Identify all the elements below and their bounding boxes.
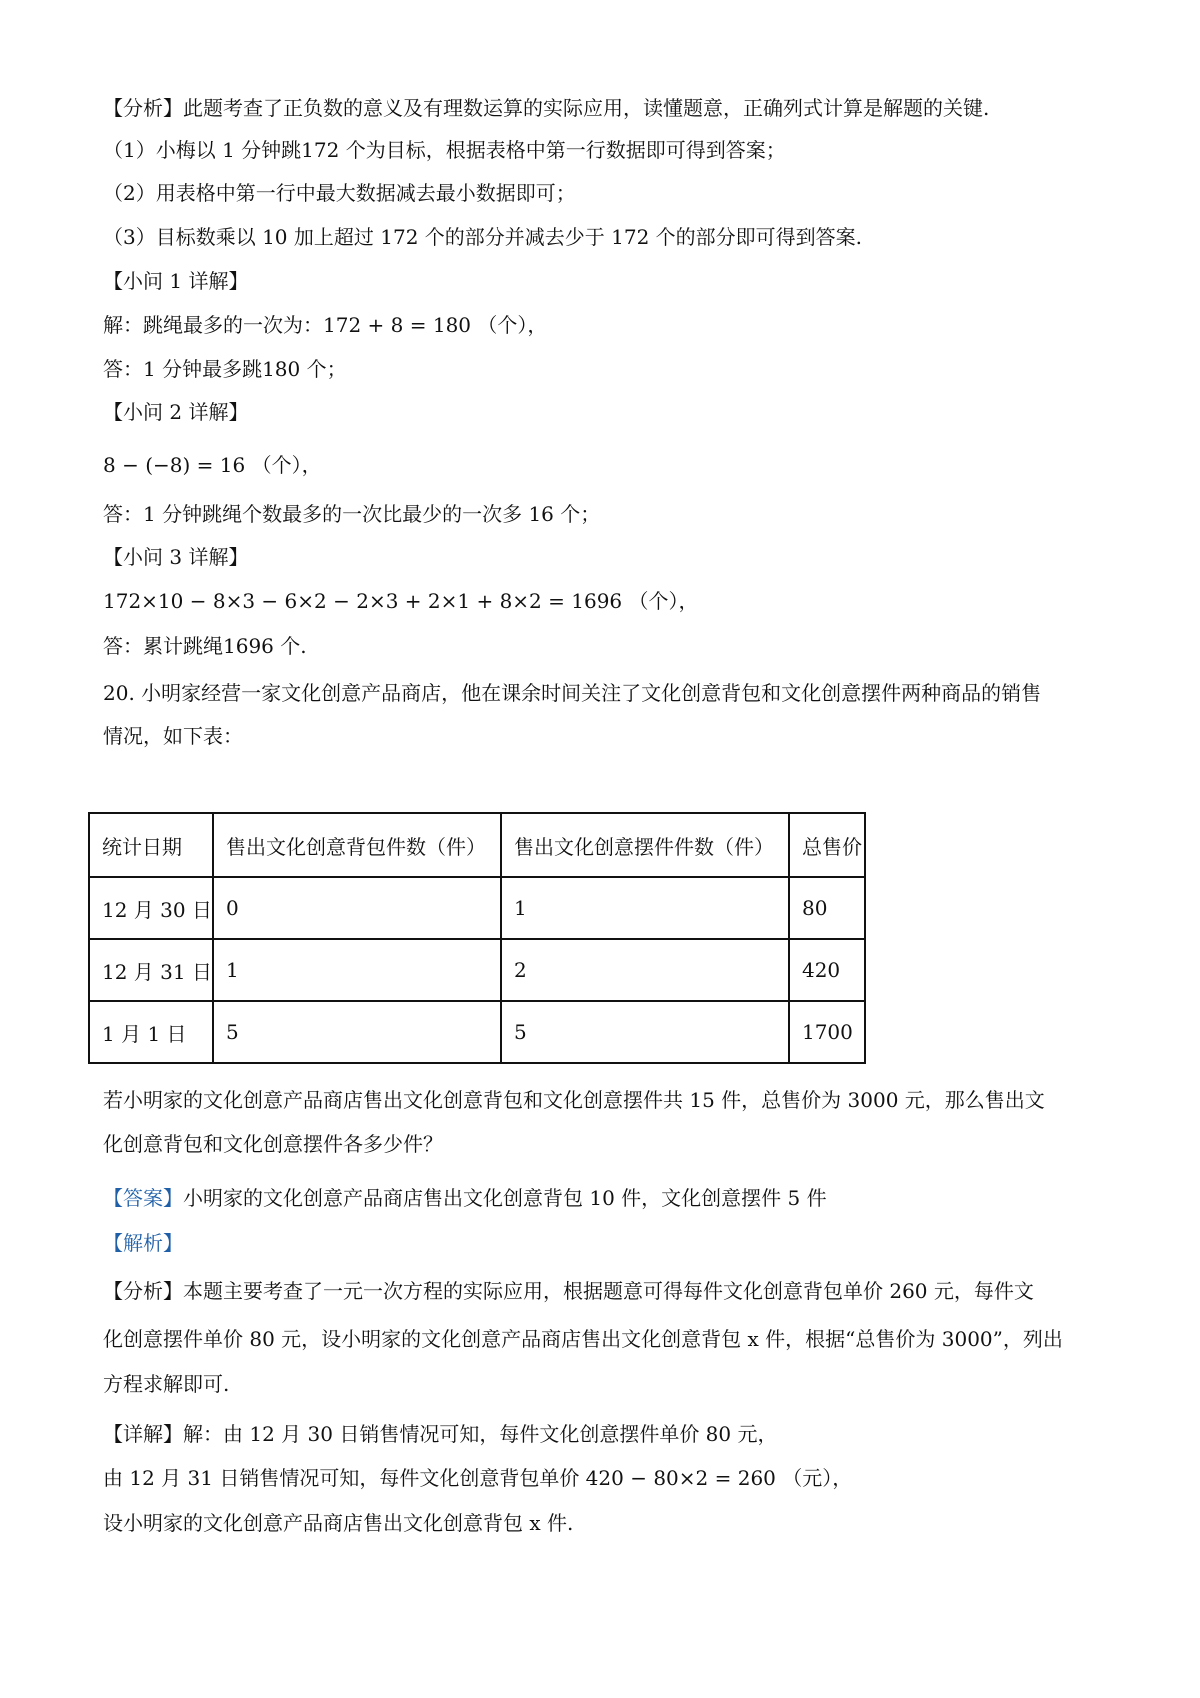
table-cell: 420 xyxy=(789,939,865,1001)
table-cell: 1700 xyxy=(789,1001,865,1063)
table-header-cell: 统计日期 xyxy=(89,813,213,877)
q3-answer: 答：累计跳绳1696 个. xyxy=(103,634,307,658)
q2-heading: 【小问 2 详解】 xyxy=(103,400,249,424)
q2-formula: 8 − (−8) = 16 （个）， xyxy=(103,453,322,477)
table-cell: 12 月 31 日 xyxy=(89,939,213,1001)
analysis-line-2: 化创意摆件单价 80 元，设小明家的文化创意产品商店售出文化创意背包 x 件，根据“总售价为 3000”，列出 xyxy=(103,1327,1063,1351)
table-cell: 0 xyxy=(213,877,501,939)
detail-line-2: 由 12 月 31 日销售情况可知，每件文化创意背包单价 420 − 80×2 = 260 （元）， xyxy=(103,1466,853,1490)
question-line-2: 化创意背包和文化创意摆件各多少件？ xyxy=(103,1132,443,1156)
sales-table xyxy=(88,812,866,1064)
answer-label: 【答案】 xyxy=(103,1186,183,1210)
q3-formula: 172×10 − 8×3 − 6×2 − 2×3 + 2×1 + 8×2 = 1696 （个）， xyxy=(103,589,699,613)
explanation-label: 【解析】 xyxy=(103,1231,183,1255)
q2-answer: 答：1 分钟跳绳个数最多的一次比最少的一次多 16 个； xyxy=(103,502,601,526)
table-cell: 1 xyxy=(501,877,789,939)
q1-answer: 答：1 分钟最多跳180 个； xyxy=(103,357,347,381)
analysis-text: 【分析】此题考查了正负数的意义及有理数运算的实际应用，读懂题意，正确列式计算是解题的关键. xyxy=(103,96,990,120)
question-line-1: 若小明家的文化创意产品商店售出文化创意背包和文化创意摆件共 15 件，总售价为 3000 元，那么售出文 xyxy=(103,1088,1045,1112)
table-row xyxy=(89,877,865,939)
analysis-step-3: （3）目标数乘以 10 加上超过 172 个的部分并减去少于 172 个的部分即可得到答案. xyxy=(103,225,863,249)
analysis-step-2: （2）用表格中第一行中最大数据减去最小数据即可； xyxy=(103,181,576,205)
table-cell: 5 xyxy=(501,1001,789,1063)
table-header-cell: 售出文化创意背包件数（件） xyxy=(213,813,501,877)
analysis-line-1: 【分析】本题主要考查了一元一次方程的实际应用，根据题意可得每件文化创意背包单价 260 元，每件文 xyxy=(103,1279,1034,1303)
table-header-row xyxy=(89,813,865,877)
table-row xyxy=(89,939,865,1001)
table-cell: 2 xyxy=(501,939,789,1001)
table-header-cell: 售出文化创意摆件件数（件） xyxy=(501,813,789,877)
answer-line xyxy=(103,1184,1103,1212)
table-row xyxy=(89,1001,865,1063)
table-header-cell: 总售价 xyxy=(789,813,865,877)
table-cell: 12 月 30 日 xyxy=(89,877,213,939)
table-cell: 5 xyxy=(213,1001,501,1063)
detail-line-1: 【详解】解：由 12 月 30 日销售情况可知，每件文化创意摆件单价 80 元， xyxy=(103,1422,778,1446)
problem-stem-line-1: 20. 小明家经营一家文化创意产品商店，他在课余时间关注了文化创意背包和文化创意摆件两种商品的销售 xyxy=(103,681,1042,705)
detail-line-3: 设小明家的文化创意产品商店售出文化创意背包 x 件. xyxy=(103,1511,574,1535)
table-cell: 80 xyxy=(789,877,865,939)
q3-heading: 【小问 3 详解】 xyxy=(103,545,249,569)
table-cell: 1 月 1 日 xyxy=(89,1001,213,1063)
analysis-line-3: 方程求解即可. xyxy=(103,1372,230,1396)
answer-text: 小明家的文化创意产品商店售出文化创意背包 10 件，文化创意摆件 5 件 xyxy=(183,1186,827,1210)
q1-solution: 解：跳绳最多的一次为：172 + 8 = 180 （个）， xyxy=(103,313,548,337)
q1-heading: 【小问 1 详解】 xyxy=(103,269,249,293)
table-cell: 1 xyxy=(213,939,501,1001)
analysis-step-1: （1）小梅以 1 分钟跳172 个为目标，根据表格中第一行数据即可得到答案； xyxy=(103,138,786,162)
problem-stem-line-2: 情况，如下表： xyxy=(103,724,243,748)
